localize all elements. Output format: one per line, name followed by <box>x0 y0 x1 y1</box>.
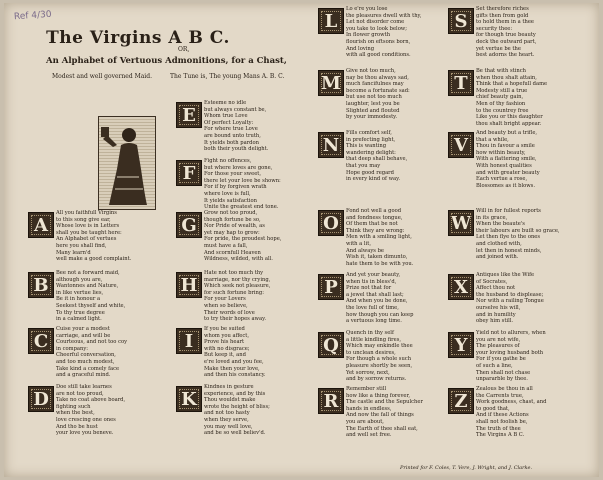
verse-line: Fight no offences, <box>204 158 252 164</box>
verse-line: And now the fall of things <box>346 412 414 419</box>
verse-line: Bee not a forward maid, <box>56 270 120 276</box>
verse-line: obey him still. <box>476 318 514 325</box>
verse-line: Wantonnes and Nature, <box>56 283 119 290</box>
verse-line: a jewel that shall last; <box>346 291 404 298</box>
initial-letter-i: I <box>176 328 202 354</box>
verse-line: Think they are wrong: <box>346 227 405 234</box>
verse-line: Zealous be thou in all <box>476 386 533 392</box>
verse-line: The Earth of thee shall eat, <box>346 425 418 432</box>
verse-line: experience, and by this <box>204 390 266 397</box>
verse-line: to unclean desires, <box>346 349 396 356</box>
verse-line: Fond not well a good <box>346 208 402 214</box>
verse-line: to hold them in a thee <box>476 19 534 26</box>
verse-line: And if these Actions <box>476 412 529 419</box>
verse-line: Of them that be not <box>346 221 398 228</box>
verse-line: Prize not that for <box>346 285 392 292</box>
stanza-f <box>204 158 281 211</box>
verse-line: And scornfull Heaven <box>204 249 261 256</box>
initial-letter-e: E <box>176 102 202 128</box>
verse-line: The pleasures of <box>476 343 520 350</box>
verse-line: The Virgins A B C. <box>476 432 525 439</box>
stanza-q <box>346 330 413 383</box>
verse-line: thou shalt bright appear. <box>476 120 542 127</box>
verse-line: Yet sorrow, next, <box>346 369 390 376</box>
verse-line: let then in honest minds, <box>476 247 542 254</box>
verse-line: and too much modest, <box>56 358 115 365</box>
verse-line: and not too hasty <box>204 410 250 417</box>
initial-letter-o: O <box>318 210 344 236</box>
left-column <box>18 28 308 48</box>
verse-line: Take kind a comely face <box>56 365 120 372</box>
initial-letter-r: R <box>318 388 344 414</box>
verse-line: chief beauty gain, <box>476 94 524 101</box>
verse-line: and then his constancy. <box>204 372 266 379</box>
verse-line: how within beauty, <box>476 149 526 156</box>
verse-line: a vertuous long time. <box>346 318 402 325</box>
verse-line: with no disgrace; <box>204 345 250 352</box>
verse-line: how like a thing forever, <box>346 392 411 399</box>
stanza-e <box>204 100 268 153</box>
verse-line: Yield not to allurers, when <box>476 330 546 336</box>
verse-line: love crescing one ones <box>56 416 116 423</box>
verse-line: Wildness, wilded, with all. <box>204 256 273 263</box>
verse-line: the pleasures dwell with thy, <box>346 12 422 19</box>
verse-line: and clothed with, <box>476 240 522 247</box>
verse-line: here you shall find, <box>56 242 107 249</box>
verse-line: Each vertue a rose, <box>476 176 528 183</box>
verse-line: security thee: <box>476 25 513 32</box>
verse-line: ourselve his will, <box>476 304 521 311</box>
verse-line: unpararble by thee. <box>476 376 528 383</box>
verse-line: Unite the greatest end tone. <box>204 204 279 211</box>
verse-line: you are not wife, <box>476 336 521 343</box>
verse-line: deck the outward part, <box>476 38 537 45</box>
verse-line: Slighted and flouted <box>346 107 400 114</box>
verse-line: Lo e're you lose <box>346 6 388 12</box>
verse-line: must have a fall, <box>204 242 248 249</box>
verse-line: Let then flye to the ones <box>476 234 541 241</box>
verse-line: Antiques like the Wife <box>476 272 535 278</box>
verse-line: Work goodness, chast, and <box>476 399 547 406</box>
verse-line: Whom true Love <box>204 113 248 120</box>
verse-line: well make a good complaint. <box>56 256 132 263</box>
initial-letter-p: P <box>318 274 344 300</box>
verse-line: yet vertue be the <box>476 45 521 52</box>
verse-line: Then shall not chase <box>476 369 531 376</box>
verse-line: For though a whole such <box>346 356 412 363</box>
verse-line: Esteeme no idle <box>204 100 247 106</box>
verse-line: become a fortunate sad: <box>346 87 410 94</box>
verse-line: Their words of love <box>204 309 255 316</box>
woodcut-woman-icon <box>99 117 155 209</box>
verse-line: marriage, nor thy crying, <box>204 276 271 283</box>
initial-letter-n: N <box>318 132 344 158</box>
initial-letter-c: C <box>28 328 54 354</box>
verse-line: Whose love is in Letters <box>56 223 120 230</box>
verse-line: although you are, <box>56 276 103 283</box>
verse-line: Think that a hopefull dame <box>476 81 548 88</box>
verse-line: and well set free. <box>346 432 392 439</box>
verse-line: for though true beauty <box>476 32 536 39</box>
stanza-k <box>204 384 270 437</box>
verse-line: to try their hopes away. <box>204 316 266 323</box>
verse-line: and a graceful mind. <box>56 372 111 379</box>
stanza-v <box>476 130 540 189</box>
verse-line: Cuise your a modest <box>56 326 110 332</box>
verse-line: And loving <box>346 45 375 52</box>
stanza-p <box>346 272 413 325</box>
verse-line: It yields satisfaction <box>204 197 258 204</box>
verse-line: Fills comfort self, <box>346 130 392 136</box>
verse-line: a little kindling fires, <box>346 336 402 343</box>
verse-line: Affect thou not <box>476 285 516 292</box>
verse-line: in every kind of way. <box>346 176 401 183</box>
verse-line: e're loved and you fee, <box>204 358 264 365</box>
verse-line: where love is full, <box>204 190 251 197</box>
verse-line: For those your sweet, <box>204 171 261 178</box>
stanza-o <box>346 208 413 267</box>
verse-line: Thou in favour a smile <box>476 143 535 150</box>
verse-line: best adorns the heart. <box>476 52 535 59</box>
verse-line: Let not disorder come <box>346 19 405 26</box>
stanza-x <box>476 272 544 325</box>
verse-line: in prefecting light, <box>346 136 396 143</box>
verse-line: though fortune be so, <box>204 216 261 223</box>
verse-line: when they serve, <box>204 416 249 423</box>
verse-line: It yields both pardon <box>204 139 259 146</box>
verse-line: Modesty still a true <box>476 87 528 94</box>
verse-line: that you may <box>346 162 381 169</box>
stanza-l <box>346 6 421 59</box>
verse-line: shall not foolish be, <box>476 418 528 425</box>
initial-letter-f: F <box>176 160 202 186</box>
verse-line: and by sorrow returns. <box>346 376 407 383</box>
verse-line: Thou wouldst make <box>204 397 256 404</box>
verse-line: but where loves are gone, <box>204 164 273 171</box>
verse-line: When the beaute's <box>476 221 525 228</box>
verse-line: Give not too much, <box>346 68 396 74</box>
verse-line: Seekest thyself and white, <box>56 302 126 309</box>
verse-line: Hate not too much thy <box>204 270 264 276</box>
verse-line: whom you affect, <box>204 332 250 339</box>
verse-line: to the countrey free <box>476 107 529 114</box>
verse-line: hands in endless, <box>346 405 392 412</box>
verse-line: gifts then from gold <box>476 12 529 19</box>
verse-line: in company: <box>56 345 89 352</box>
verse-line: are bound unto truth, <box>204 132 261 139</box>
initial-letter-m: M <box>318 70 344 96</box>
stanza-y <box>476 330 546 383</box>
verse-line: Courteous, and not too coy <box>56 339 128 346</box>
initial-letter-k: K <box>176 386 202 412</box>
verse-line: Prove his heart <box>204 339 245 346</box>
verse-line: laughter, lest you be <box>346 100 400 107</box>
verse-line: much fancifulnes may <box>346 81 404 88</box>
initial-letter-v: V <box>448 132 474 158</box>
verse-line: that a while, <box>476 136 509 143</box>
initial-letter-t: T <box>448 70 474 96</box>
verse-line: there let your love be shown: <box>204 177 281 184</box>
verse-line: Blossomes as it blows. <box>476 182 535 189</box>
verse-line: yet may hap to grow: <box>204 229 260 236</box>
verse-line: And tho be hust <box>56 423 98 430</box>
colophon: Printed for F. Coles, T. Vere, J. Wright, and J. Clarke. <box>400 465 533 471</box>
verse-line: Take no coat above board, <box>56 397 126 404</box>
verse-line: the Carrents true, <box>476 392 524 399</box>
verse-line: The truth of thee <box>476 425 521 432</box>
verse-line: Which seek not pleasure, <box>204 283 271 290</box>
verse-line: when thou shalt attain, <box>476 74 537 81</box>
verse-line: you may well love, <box>204 423 253 430</box>
verse-line: In flower growth <box>346 32 391 39</box>
verse-line: Grow not too proud, <box>204 210 258 216</box>
verse-line: that deep shall behave, <box>346 156 408 163</box>
verse-line: pleasure shortly be seen, <box>346 362 413 369</box>
verse-line: in its grace, <box>476 214 508 221</box>
verse-line: flourish on eftsons born, <box>346 38 411 45</box>
verse-line: carriage, and will be <box>56 332 111 339</box>
stanza-w <box>476 208 560 261</box>
initial-letter-x: X <box>448 274 474 300</box>
verse-line: For where true Love <box>204 126 258 133</box>
initial-letter-b: B <box>28 272 54 298</box>
stanza-d <box>56 384 125 437</box>
verse-line: in like vertue lies, <box>56 289 104 296</box>
verse-line: the love full of time, <box>346 304 399 311</box>
verse-line: For if you gathe be <box>476 356 526 363</box>
stanza-n <box>346 130 407 183</box>
verse-line: wandering delight: <box>346 149 396 156</box>
verse-line: All you faithfull Virgins <box>56 210 117 216</box>
initial-letter-l: L <box>318 8 344 34</box>
initial-letter-y: Y <box>448 332 474 358</box>
woodcut-figure-image <box>98 116 156 210</box>
title-or: OR, <box>178 46 190 53</box>
verse-line: and with greater beauty <box>476 169 540 176</box>
stanza-i <box>204 326 266 379</box>
verse-line: how though you can keep <box>346 311 414 318</box>
verse-line: and be so well believ'd. <box>204 430 266 437</box>
verse-line: With honest qualities <box>476 162 532 169</box>
verse-line: you take to look below; <box>346 25 407 32</box>
verse-line: in a calmed light. <box>56 316 102 323</box>
initial-letter-g: G <box>176 212 202 238</box>
verse-line: Kindnes in gesture <box>204 384 254 390</box>
verse-line: but always constant be, <box>204 106 267 113</box>
verse-line: wrote the height of bliss; <box>204 403 270 410</box>
stanza-h <box>204 270 270 323</box>
stanza-r <box>346 386 423 439</box>
verse-line: and joined with. <box>476 254 519 261</box>
verse-line: when so believe, <box>204 302 248 309</box>
verse-line: Set therefore riches <box>476 6 529 12</box>
verse-line: And always be <box>346 247 384 254</box>
stanza-g <box>204 210 281 263</box>
verse-line: Be it in honour a <box>56 296 101 303</box>
initial-letter-a: A <box>28 212 54 238</box>
verse-line: Wish it, taken dimunto, <box>346 254 408 261</box>
verse-line: Of perfect Loyalty: <box>204 119 254 126</box>
verse-line: Make then your love, <box>204 365 260 372</box>
verse-line: Nor Pride of wealth, as <box>204 223 265 230</box>
verse-line: when the best, <box>56 410 95 417</box>
verse-line: If you be suited <box>204 326 245 332</box>
verse-line: by your immodesty. <box>346 114 398 121</box>
verse-line: Like you or this daughter <box>476 114 543 121</box>
verse-line: the husband to displease; <box>476 291 544 298</box>
initial-letter-w: W <box>448 210 474 236</box>
verse-line: To thy true degree <box>56 309 105 316</box>
verse-line: both their youth delight. <box>204 146 269 153</box>
verse-line: and in humility <box>476 311 516 318</box>
verse-line: And when you be done, <box>346 298 408 305</box>
page-title: The Virgins A B C. <box>46 28 230 48</box>
verse-line: Which may enkindle thee <box>346 343 413 350</box>
verse-line: Cheerful conversation, <box>56 352 116 359</box>
verse-line: But keep it, and <box>204 352 246 359</box>
verse-line: you are about, <box>346 418 384 425</box>
verse-line: and fondness tongue, <box>346 214 403 221</box>
verse-line: Hope good regard <box>346 169 394 176</box>
initial-letter-s: S <box>448 8 474 34</box>
initial-letter-z: Z <box>448 388 474 414</box>
verse-line: their labours are built so grace, <box>476 227 560 234</box>
verse-line: For if by forgiven wrath <box>204 184 267 191</box>
verse-line: but use not too much <box>346 94 402 101</box>
verse-line: are not too proud, <box>56 390 104 397</box>
verse-line: Doe still take learnes <box>56 384 112 390</box>
verse-line: nay be thou always sad, <box>346 74 409 81</box>
verse-line: hate them to be with you. <box>346 260 414 267</box>
verse-line: shall you be taught here: <box>56 229 122 236</box>
initial-letter-d: D <box>28 386 54 412</box>
verse-line: This is wanting <box>346 143 387 150</box>
verse-line: fighting such <box>56 403 91 410</box>
verse-line: Remember still <box>346 386 387 392</box>
verse-line: of Socrates, <box>476 278 508 285</box>
subtitle: An Alphabet of Vertuous Admonitions, for a Chast, <box>46 56 287 66</box>
verse-line: your love you beneve. <box>56 430 114 437</box>
verse-line: your loving husband both <box>476 349 544 356</box>
verse-line: of such a line, <box>476 362 513 369</box>
tune-note: The Tune is, The young Mans A. B. C. <box>170 73 285 80</box>
verse-line: Quench in thy self <box>346 330 394 336</box>
verse-line: With a flattering smile, <box>476 156 537 163</box>
stanza-z <box>476 386 546 439</box>
stanza-m <box>346 68 410 121</box>
stanza-s <box>476 6 536 59</box>
verse-line: And beauty but a trifle, <box>476 130 538 136</box>
subtitle-maid: Modest and well governed Maid. <box>52 73 152 80</box>
stanza-t <box>476 68 547 127</box>
verse-line: For pride, the proudest hope, <box>204 236 282 243</box>
verse-line: Many learn'd <box>56 249 91 256</box>
verse-line: when tis in bless'd, <box>346 278 397 285</box>
verse-line: with a lit, <box>346 240 371 247</box>
verse-line: Nor with a railing Tongue <box>476 298 544 305</box>
archive-stamp: Ref 4/30 <box>13 9 52 23</box>
initial-letter-q: Q <box>318 332 344 358</box>
verse-line: And yet your beauty, <box>346 272 401 278</box>
subtitle-line-2 <box>52 73 302 80</box>
verse-line: For your Lovers <box>204 296 246 303</box>
stanza-c <box>56 326 127 379</box>
verse-line: An Alphabet of vertues <box>56 236 117 243</box>
verse-line: for such fortune bring: <box>204 289 264 296</box>
verse-line: with all good conditions. <box>346 52 411 59</box>
verse-line: to good that, <box>476 405 510 412</box>
initial-letter-h: H <box>176 272 202 298</box>
verse-line: Men of thy fashion <box>476 100 526 107</box>
verse-line: The castle and the Sepulcher <box>346 399 423 406</box>
verse-line: Will in for fullest reports <box>476 208 541 214</box>
stanza-b <box>56 270 125 323</box>
verse-line: to this song give ear, <box>56 216 111 223</box>
verse-line: Men with a smiling light, <box>346 234 412 241</box>
verse-line: Be that with stinch <box>476 68 526 74</box>
stanza-a <box>56 210 131 263</box>
